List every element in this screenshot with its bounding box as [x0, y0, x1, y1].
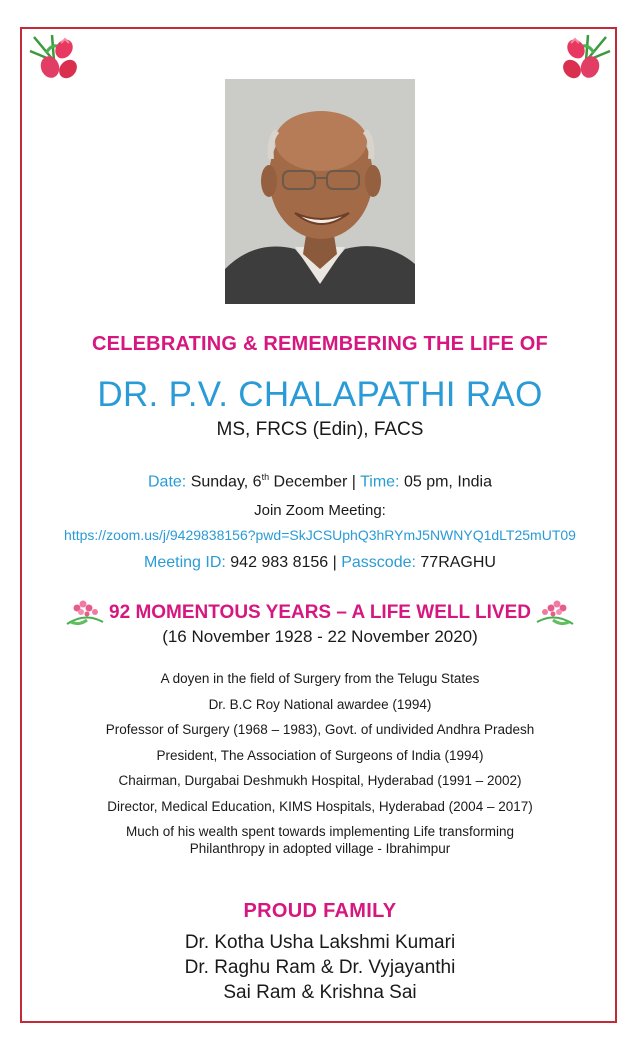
tulip-bouquet-icon	[24, 31, 80, 83]
qualifications: MS, FRCS (Edin), FACS	[216, 419, 424, 440]
zoom-link[interactable]: https://zoom.us/j/9429838156?pwd=SkJCSUphQ3hRYmJ5NWNYQ1dLT25mUT09	[64, 527, 576, 543]
date-suffix: th	[261, 472, 270, 482]
time-value: 05 pm, India	[403, 473, 493, 491]
flower-spray-icon	[65, 598, 105, 628]
family-heading: PROUD FAMILY	[243, 900, 397, 922]
flower-spray-icon	[535, 598, 575, 628]
honoree-name: DR. P.V. CHALAPATHI RAO	[97, 375, 543, 414]
bio-line: President, The Association of Surgeons of India (1994)	[156, 747, 484, 763]
bio-line: Chairman, Durgabai Deshmukh Hospital, Hyderabad (1991 – 2002)	[118, 773, 522, 788]
bio-line: A doyen in the field of Surgery from the Telugu States	[160, 671, 480, 686]
meeting-id-label: Meeting ID:	[144, 554, 226, 571]
date-time-line	[0, 472, 640, 491]
bio-line: Much of his wealth spent towards implementing Life transforming	[126, 824, 514, 839]
bio-line: Professor of Surgery (1968 – 1983), Govt. of undivided Andhra Pradesh	[105, 722, 535, 737]
date-month: December |	[269, 473, 356, 491]
years-title: 92 MOMENTOUS YEARS – A LIFE WELL LIVED	[109, 602, 531, 623]
date-label: Date:	[147, 473, 187, 491]
biography-list	[0, 670, 640, 857]
family-member: Dr. Kotha Usha Lakshmi Kumari	[184, 932, 456, 953]
lifespan-dates: (16 November 1928 - 22 November 2020)	[162, 627, 478, 646]
family-member: Dr. Raghu Ram & Dr. Vyjayanthi	[184, 957, 456, 978]
bio-line: Director, Medical Education, KIMS Hospitals, Hyderabad (2004 – 2017)	[107, 798, 533, 814]
join-zoom-text: Join Zoom Meeting:	[254, 502, 386, 519]
celebrating-heading: CELEBRATING & REMEMBERING THE LIFE OF	[92, 333, 548, 355]
bio-line: Philanthropy in adopted village - Ibrahimpur	[189, 841, 451, 856]
time-label: Time:	[360, 473, 400, 491]
tulip-bouquet-icon	[560, 31, 616, 83]
family-member: Sai Ram & Krishna Sai	[223, 982, 417, 1003]
meeting-details	[0, 554, 640, 572]
date-value: Sunday, 6	[190, 473, 262, 491]
portrait-photo	[225, 79, 415, 304]
bio-line: Dr. B.C Roy National awardee (1994)	[208, 696, 432, 712]
years-banner	[0, 598, 640, 628]
passcode-label: Passcode:	[341, 554, 416, 571]
passcode-value: 77RAGHU	[420, 554, 496, 571]
meeting-id-value: 942 983 8156 |	[230, 554, 337, 571]
